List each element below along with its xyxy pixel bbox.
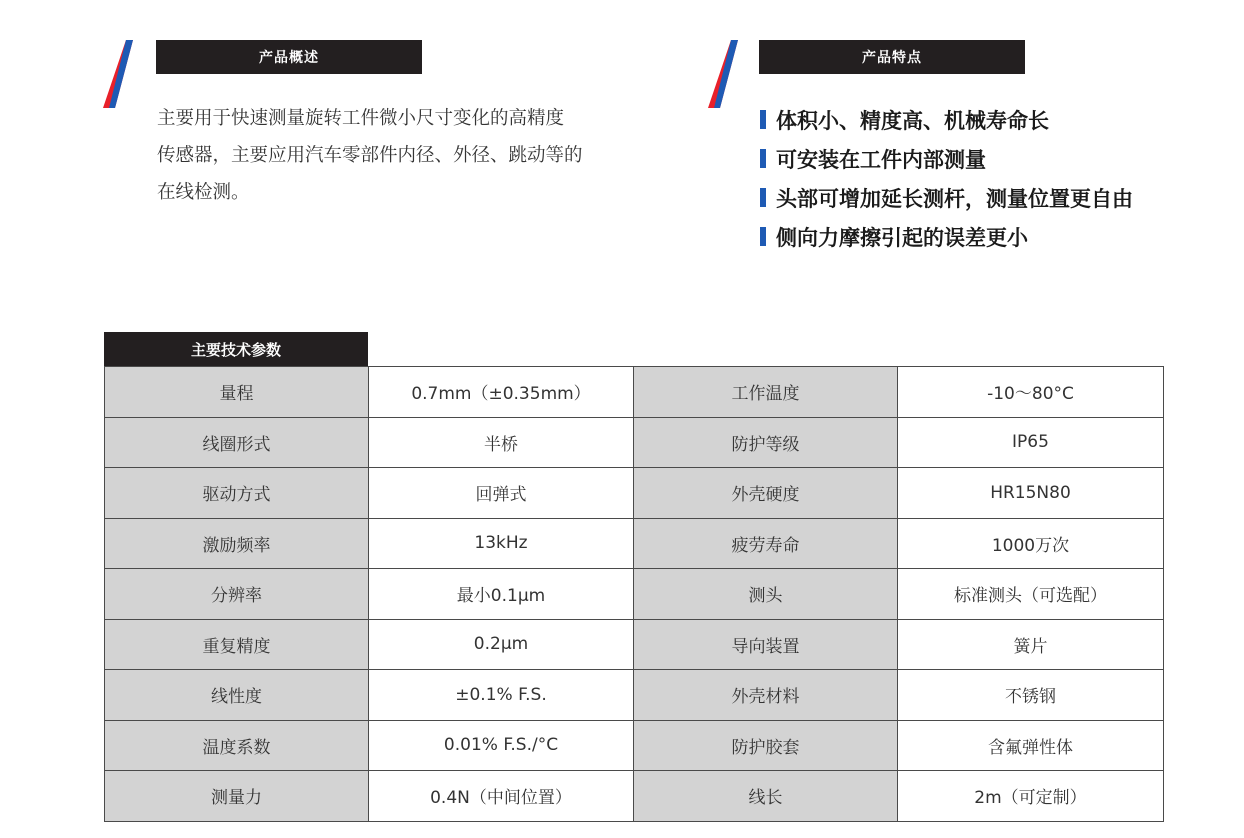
param-label-cell: 线长 xyxy=(634,771,898,822)
bullet-icon xyxy=(760,110,766,129)
param-label-cell: 分辨率 xyxy=(105,569,369,620)
param-value-cell: 1000万次 xyxy=(898,518,1164,569)
param-label-cell: 激励频率 xyxy=(105,518,369,569)
param-label-cell: 外壳硬度 xyxy=(634,468,898,519)
feature-text: 可安装在工件内部测量 xyxy=(776,147,986,172)
param-label-cell: 重复精度 xyxy=(105,619,369,670)
table-row xyxy=(105,468,1164,519)
param-value-cell: 最小0.1μm xyxy=(369,569,634,620)
table-row xyxy=(105,417,1164,468)
param-label-cell: 测头 xyxy=(634,569,898,620)
feature-text: 体积小、精度高、机械寿命长 xyxy=(776,108,1049,133)
param-label-cell: 导向装置 xyxy=(634,619,898,670)
table-row xyxy=(105,518,1164,569)
bullet-icon xyxy=(760,188,766,207)
param-value-cell: 半桥 xyxy=(369,417,634,468)
param-value-cell: 不锈钢 xyxy=(898,670,1164,721)
table-row xyxy=(105,720,1164,771)
features-header: 产品特点 xyxy=(759,40,1025,74)
param-value-cell: HR15N80 xyxy=(898,468,1164,519)
overview-line: 主要用于快速测量旋转工件微小尺寸变化的高精度 xyxy=(157,108,565,129)
param-label-cell: 防护胶套 xyxy=(634,720,898,771)
param-value-cell: 13kHz xyxy=(369,518,634,569)
param-label-cell: 疲劳寿命 xyxy=(634,518,898,569)
bullet-icon xyxy=(760,149,766,168)
param-value-cell: 0.2μm xyxy=(369,619,634,670)
param-value-cell: 标准测头（可选配） xyxy=(898,569,1164,620)
param-label-cell: 线性度 xyxy=(105,670,369,721)
feature-text: 侧向力摩擦引起的误差更小 xyxy=(776,225,1028,250)
overview-line: 在线检测。 xyxy=(157,182,250,203)
param-label-cell: 线圈形式 xyxy=(105,417,369,468)
param-value-cell: 含氟弹性体 xyxy=(898,720,1164,771)
feature-item xyxy=(760,139,1230,178)
param-label-cell: 温度系数 xyxy=(105,720,369,771)
table-row xyxy=(105,670,1164,721)
param-label-cell: 外壳材料 xyxy=(634,670,898,721)
param-label-cell: 量程 xyxy=(105,367,369,418)
feature-item xyxy=(760,217,1230,256)
param-value-cell: 0.01% F.S./°C xyxy=(369,720,634,771)
table-row xyxy=(105,771,1164,822)
feature-item xyxy=(760,178,1230,217)
stripe-decoration-icon xyxy=(103,40,133,108)
param-value-cell: IP65 xyxy=(898,417,1164,468)
table-row xyxy=(105,367,1164,418)
bullet-icon xyxy=(760,227,766,246)
stripe-decoration-icon xyxy=(708,40,738,108)
param-value-cell: 0.7mm（±0.35mm） xyxy=(369,367,634,418)
overview-text xyxy=(157,100,657,211)
feature-text: 头部可增加延长测杆，测量位置更自由 xyxy=(776,186,1133,211)
overview-header: 产品概述 xyxy=(156,40,422,74)
param-value-cell: 回弹式 xyxy=(369,468,634,519)
table-row xyxy=(105,569,1164,620)
param-label-cell: 工作温度 xyxy=(634,367,898,418)
overview-line: 传感器，主要应用汽车零部件内径、外径、跳动等的 xyxy=(157,145,583,166)
param-label-cell: 驱动方式 xyxy=(105,468,369,519)
param-value-cell: -10～80°C xyxy=(898,367,1164,418)
features-list xyxy=(760,100,1230,256)
param-value-cell: 0.4N（中间位置） xyxy=(369,771,634,822)
params-table xyxy=(104,366,1164,822)
param-label-cell: 测量力 xyxy=(105,771,369,822)
table-row xyxy=(105,619,1164,670)
param-label-cell: 防护等级 xyxy=(634,417,898,468)
param-value-cell: 2m（可定制） xyxy=(898,771,1164,822)
params-header: 主要技术参数 xyxy=(104,332,368,366)
param-value-cell: 簧片 xyxy=(898,619,1164,670)
feature-item xyxy=(760,100,1230,139)
param-value-cell: ±0.1% F.S. xyxy=(369,670,634,721)
